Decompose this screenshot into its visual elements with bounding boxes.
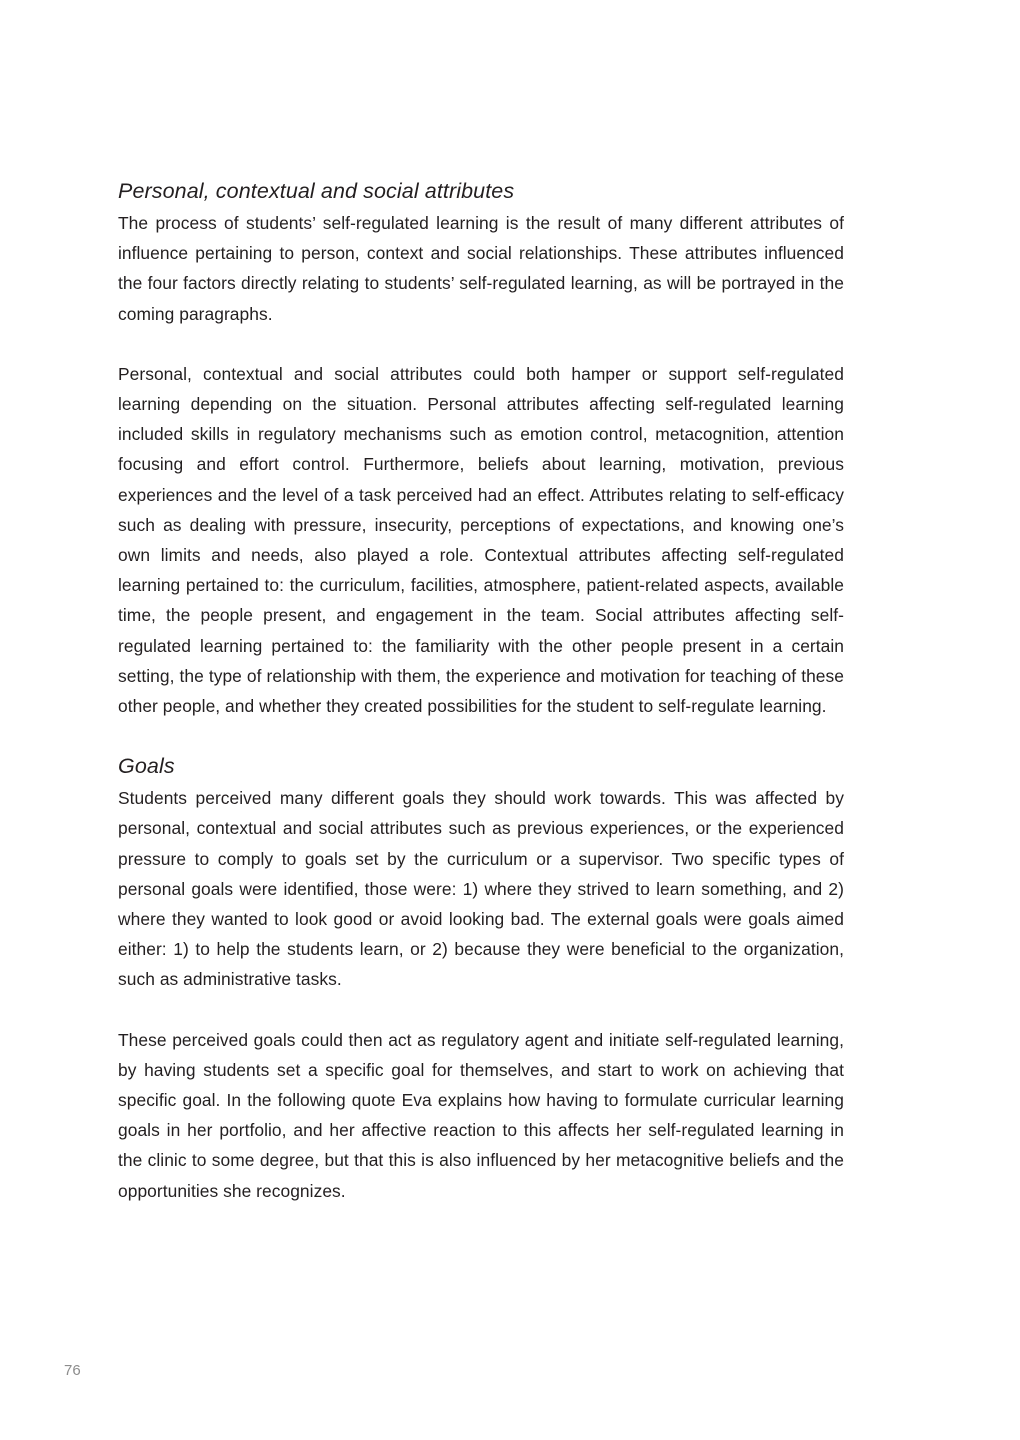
paragraph: Personal, contextual and social attributes could both hamper or support self-regulated learning depending on the situation. Personal attributes affecting self-regulated learning included skills in regulatory mechanisms such as emotion control, metacognition, attention focusing and effort control. Furthermore, beliefs about learning, motivation, previous experiences and the level of a task perceived had an effect. Attributes relating to self-efficacy such as dealing with pressure, insecurity, perceptions of expectations, and knowing one’s own limits and needs, also played a role. Contextual attributes affecting self-regulated learning pertained to: the curriculum, facilities, atmosphere, patient-related aspects, available time, the people present, and engagement in the team. Social attributes affecting self-regulated learning pertained to: the familiarity with the other people present in a certain setting, the type of relationship with them, the experience and motivation for teaching of these other people, and whether they created possibilities for the student to self-regulate learning.: [118, 363, 844, 717]
paragraph: Students perceived many different goals they should work towards. This was affected by personal, contextual and social attributes such as previous experiences, or the experienced pressure to comply to goals set by the curriculum or a supervisor. Two specific types of personal goals were identified, those were: 1) where they strived to learn something, and 2) where they wanted to look good or avoid looking bad. The external goals were goals aimed either: 1) to help the students learn, or 2) because they were beneficial to the organization, such as administrative tasks.: [118, 788, 844, 990]
page-content: [118, 176, 844, 1206]
section-heading-personal-contextual-social-attributes: Personal, contextual and social attributes: [118, 179, 515, 203]
paragraph: These perceived goals could then act as regulatory agent and initiate self-regulated learning, by having students set a specific goal for themselves, and start to work on achieving that specific goal. In the following quote Eva explains how having to formulate curricular learning goals in her portfolio, and her affective reaction to this affects her self-regulated learning in the clinic to some degree, but that this is also influenced by her metacognitive beliefs and the opportunities she recognizes.: [118, 1029, 844, 1201]
page-number: 76: [64, 1362, 81, 1379]
section-heading-goals: Goals: [118, 754, 175, 779]
paragraph: The process of students’ self-regulated learning is the result of many different attributes of influence pertaining to person, context and social relationships. These attributes influenced the four factors directly relating to students’ self-regulated learning, as will be portrayed in the coming paragraphs.: [118, 213, 844, 324]
